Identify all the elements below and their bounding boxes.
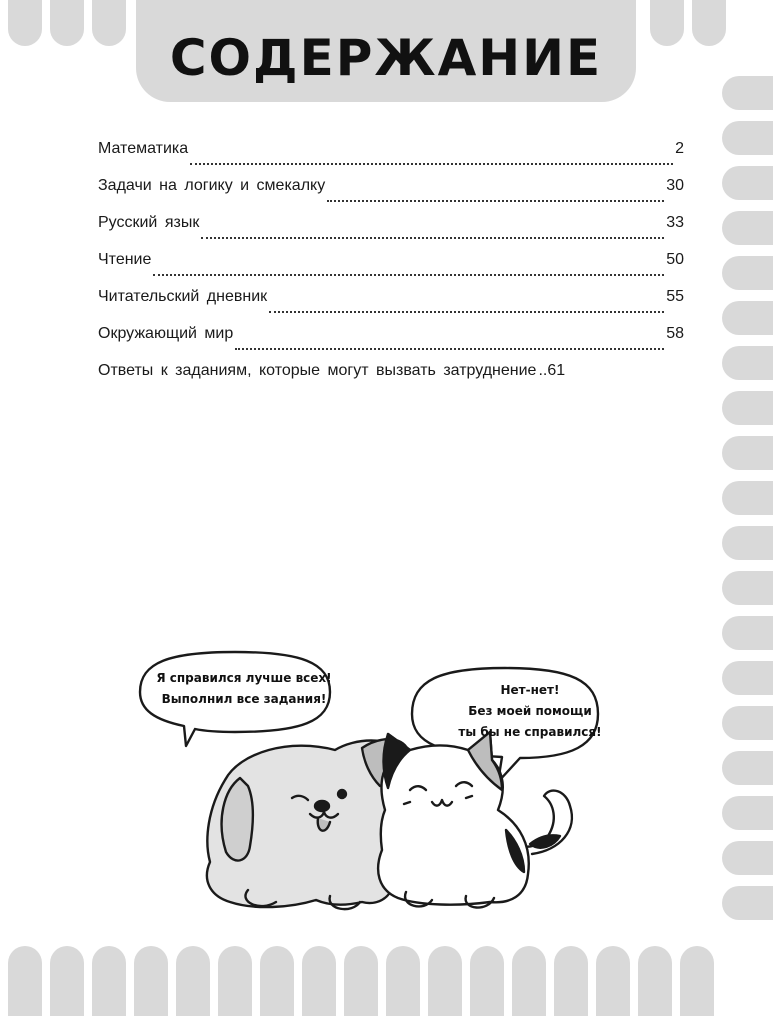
decor-tab bbox=[722, 526, 773, 560]
decor-tab bbox=[176, 946, 210, 1016]
decor-tab bbox=[722, 436, 773, 470]
decor-tab bbox=[722, 391, 773, 425]
decor-tab bbox=[638, 946, 672, 1016]
decor-tab bbox=[8, 946, 42, 1016]
toc-page-number: 58 bbox=[666, 325, 684, 342]
toc-item-answers[interactable] bbox=[98, 362, 684, 399]
decor-tab bbox=[722, 751, 773, 785]
toc-leader-dots bbox=[269, 310, 664, 313]
dog-speech-text bbox=[144, 668, 344, 710]
decor-tab bbox=[92, 0, 126, 46]
toc-page-number: 2 bbox=[675, 140, 684, 157]
toc-leader-dots bbox=[153, 273, 664, 276]
speech-line: Без моей помощи bbox=[468, 704, 592, 718]
decor-tab bbox=[8, 0, 42, 46]
decor-tab bbox=[470, 946, 504, 1016]
decor-tab bbox=[596, 946, 630, 1016]
decor-tab bbox=[554, 946, 588, 1016]
toc-label: Читательский дневник bbox=[98, 288, 268, 305]
toc-label: Русский язык bbox=[98, 214, 200, 231]
decor-tab bbox=[722, 616, 773, 650]
decor-tab bbox=[722, 346, 773, 380]
toc-item-reading[interactable] bbox=[98, 251, 684, 288]
toc-leader-dots bbox=[235, 347, 664, 350]
decor-tab bbox=[722, 571, 773, 605]
decor-tab bbox=[722, 706, 773, 740]
decor-tab bbox=[722, 76, 773, 110]
decor-tab bbox=[302, 946, 336, 1016]
decor-tab bbox=[260, 946, 294, 1016]
toc-item-math[interactable] bbox=[98, 140, 684, 177]
page-title: СОДЕРЖАНИЕ bbox=[169, 29, 603, 87]
toc-page-number: 55 bbox=[666, 288, 684, 305]
decor-tab bbox=[680, 946, 714, 1016]
speech-line: Выполнил все задания! bbox=[161, 692, 327, 706]
toc-label: Ответы к заданиям, которые могут вызвать затруднение bbox=[98, 362, 537, 379]
decor-tab bbox=[722, 841, 773, 875]
toc-item-logic[interactable] bbox=[98, 177, 684, 214]
toc-leader-dots bbox=[327, 199, 664, 202]
toc-item-russian[interactable] bbox=[98, 214, 684, 251]
toc-item-reading-diary[interactable] bbox=[98, 288, 684, 325]
toc-leader-dots bbox=[190, 162, 673, 165]
dog-eye bbox=[338, 790, 346, 798]
decor-tab bbox=[344, 946, 378, 1016]
decor-tab bbox=[50, 0, 84, 46]
decor-tab bbox=[722, 301, 773, 335]
decor-tab bbox=[134, 946, 168, 1016]
decor-tab bbox=[50, 946, 84, 1016]
decor-tab bbox=[722, 166, 773, 200]
decor-tab bbox=[722, 661, 773, 695]
decor-tab bbox=[722, 886, 773, 920]
dog-nose bbox=[315, 801, 329, 811]
decor-tab bbox=[692, 0, 726, 46]
cat-speech-text bbox=[442, 680, 618, 743]
toc-label: Задачи на логику и смекалку bbox=[98, 177, 326, 194]
speech-line: Я справился лучше всех! bbox=[156, 671, 332, 685]
decor-tab bbox=[722, 796, 773, 830]
decor-tab bbox=[722, 121, 773, 155]
decor-tab bbox=[512, 946, 546, 1016]
table-of-contents bbox=[98, 140, 684, 399]
toc-page-number: ..61 bbox=[538, 362, 566, 379]
toc-page-number: 30 bbox=[666, 177, 684, 194]
toc-item-world[interactable] bbox=[98, 325, 684, 362]
decor-tab bbox=[722, 256, 773, 290]
decor-tab bbox=[650, 0, 684, 46]
speech-line: Нет-нет! bbox=[500, 683, 560, 697]
decor-tab bbox=[218, 946, 252, 1016]
toc-label: Математика bbox=[98, 140, 189, 157]
toc-label: Чтение bbox=[98, 251, 152, 268]
toc-page-number: 33 bbox=[666, 214, 684, 231]
toc-leader-dots bbox=[201, 236, 664, 239]
decor-tab bbox=[722, 211, 773, 245]
toc-label: Окружающий мир bbox=[98, 325, 234, 342]
decor-tab bbox=[428, 946, 462, 1016]
decor-tab bbox=[386, 946, 420, 1016]
speech-line: ты бы не справился! bbox=[458, 725, 602, 739]
decor-tab bbox=[92, 946, 126, 1016]
decor-tab bbox=[722, 481, 773, 515]
toc-page-number: 50 bbox=[666, 251, 684, 268]
